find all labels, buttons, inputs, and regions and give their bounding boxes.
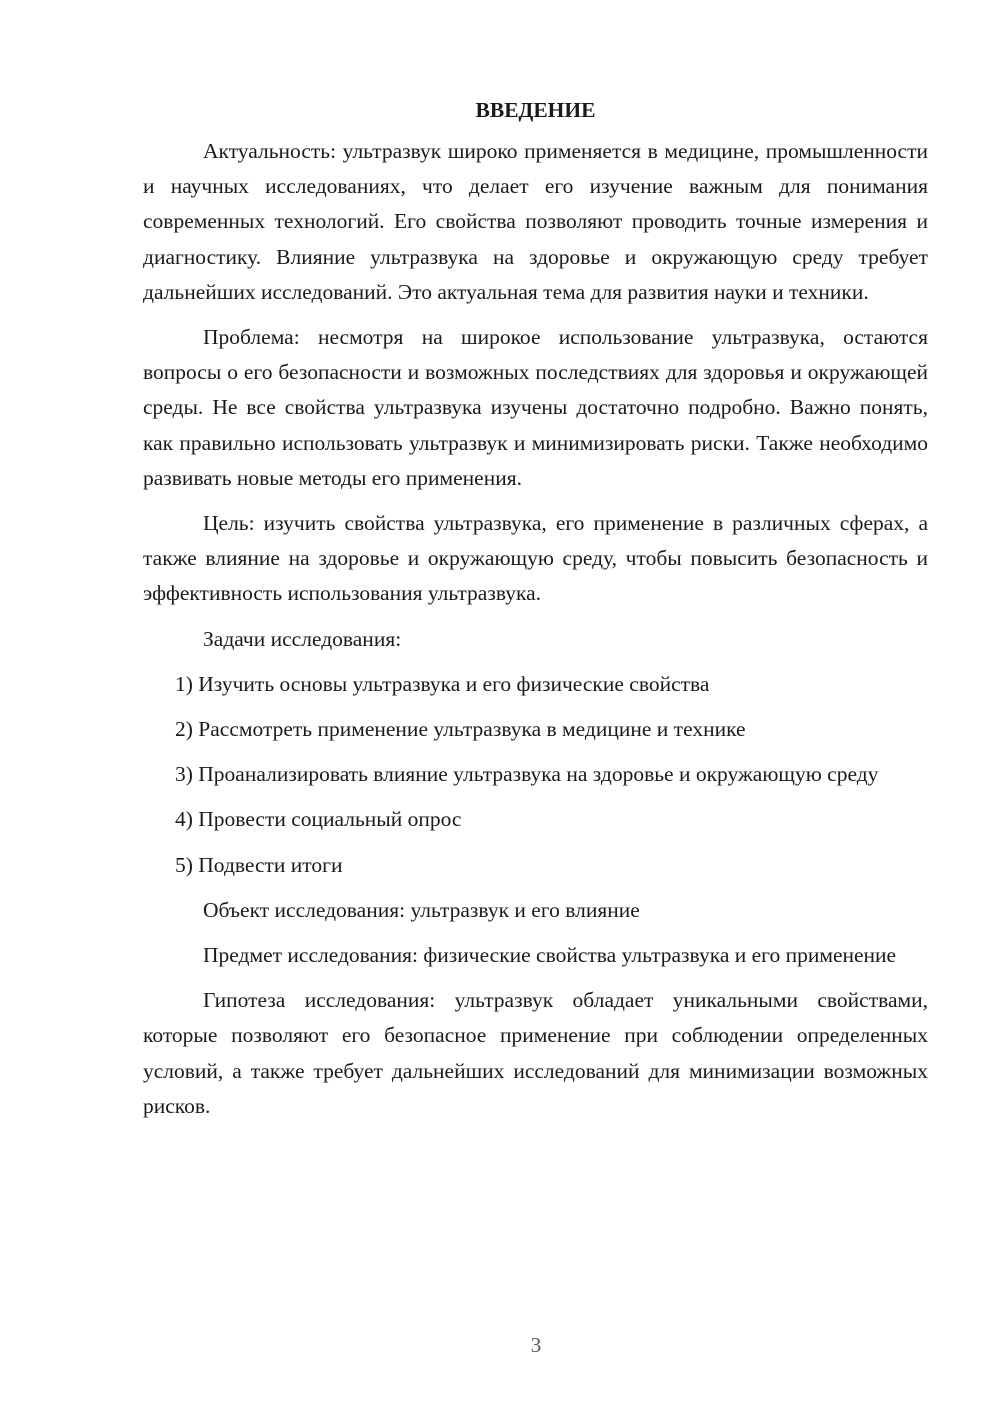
task-item: 3) Проанализировать влияние ультразвука на здоровье и окружающую среду: [175, 762, 879, 787]
page-number: 3: [530, 1333, 542, 1357]
task-item: 1) Изучить основы ультразвука и его физические свойства: [175, 671, 710, 696]
problem-paragraph: Проблема: несмотря на широкое использование ультразвука, остаются вопросы о его безопасности и возможных последствиях для здоровья и окружающей среды. Не все свойства ультразвука изучены достаточно подробно. Важно понять, как правильно использовать ультразвук и минимизировать риски. Также необходимо развивать новые методы его применения.: [143, 325, 928, 490]
task-item: 5) Подвести итоги: [175, 852, 343, 877]
hypothesis-paragraph: Гипотеза исследования: ультразвук обладает уникальными свойствами, которые позволяют его безопасное применение при соблюдении определенных условий, а также требует дальнейших исследований для минимизации возможных рисков.: [143, 988, 928, 1118]
tasks-heading: Задачи исследования:: [203, 626, 402, 651]
object-paragraph: Объект исследования: ультразвук и его влияние: [203, 897, 640, 922]
subject-paragraph: Предмет исследования: физические свойства ультразвука и его применение: [203, 943, 897, 968]
task-item: 2) Рассмотреть применение ультразвука в медицине и технике: [175, 717, 746, 742]
section-title: ВВЕДЕНИЕ: [475, 98, 596, 122]
document-page: [143, 96, 928, 1134]
goal-paragraph: Цель: изучить свойства ультразвука, его применение в различных сферах, а также влияние на здоровье и окружающую среду, чтобы повысить безопасность и эффективность использования ультразвука.: [143, 511, 928, 606]
task-item: 4) Провести социальный опрос: [175, 807, 462, 832]
relevance-paragraph: Актуальность: ультразвук широко применяется в медицине, промышленности и научных исследованиях, что делает его изучение важным для понимания современных технологий. Его свойства позволяют проводить точные измерения и диагностику. Влияние ультразвука на здоровье и окружающую среду требует дальнейших исследований. Это актуальная тема для развития науки и техники.: [143, 139, 928, 304]
